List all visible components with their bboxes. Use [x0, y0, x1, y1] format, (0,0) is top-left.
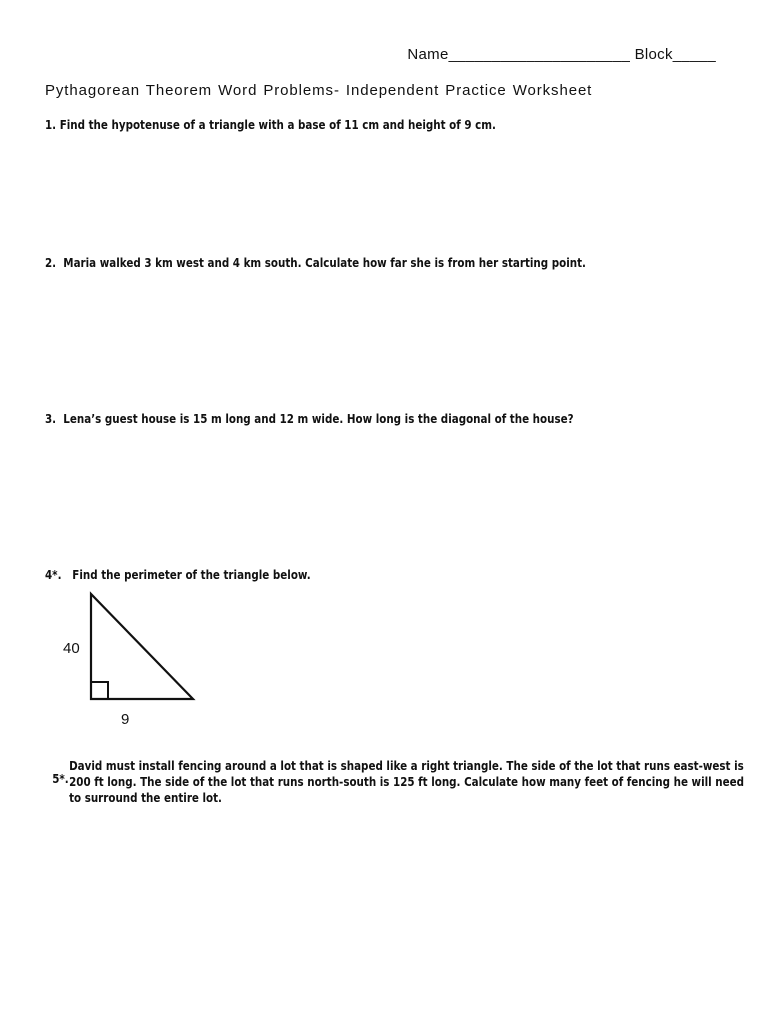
problem-4-number: 4*. — [45, 568, 62, 582]
problem-1-text: Find the hypotenuse of a triangle with a base of 11 cm and height of 9 cm. — [59, 118, 496, 132]
problem-1 — [45, 118, 496, 132]
triangle-outline — [91, 594, 193, 699]
problem-2-number: 2. — [45, 256, 57, 270]
problem-3-text: Lena’s guest house is 15 m long and 12 m wide. How long is the diagonal of the house? — [63, 412, 574, 426]
problem-5-line-1: David must install fencing around a lot that is shaped like a right triangle. The side of the lot that runs east-west is — [69, 759, 744, 773]
problem-3-number: 3. — [45, 412, 57, 426]
block-blank[interactable]: _____ — [672, 46, 716, 63]
problem-2-text: Maria walked 3 km west and 4 km south. Calculate how far she is from her starting point. — [63, 256, 586, 270]
right-triangle-figure — [55, 585, 215, 735]
problem-5-text — [69, 758, 745, 806]
worksheet-title: Pythagorean Theorem Word Problems- Independent Practice Worksheet — [45, 82, 593, 99]
name-label: Name — [407, 46, 449, 63]
problem-5-line-2: 200 ft long. The side of the lot that runs north-south is 125 ft long. Calculate how many feet of fencing he will need — [69, 775, 745, 789]
right-triangle-diagram — [55, 585, 215, 735]
base-side-label: 9 — [121, 711, 130, 728]
block-label: Block — [634, 46, 673, 63]
problem-4-text: Find the perimeter of the triangle below. — [72, 568, 311, 582]
name-blank[interactable]: _____________________ — [448, 46, 631, 63]
name-block-header — [407, 46, 716, 63]
problem-1-number: 1. — [45, 118, 57, 132]
problem-5-line-3: to surround the entire lot. — [69, 791, 222, 805]
problem-5-number: 5*. — [52, 772, 69, 786]
problem-2 — [45, 256, 586, 270]
problem-5 — [45, 758, 745, 805]
problem-4 — [45, 568, 311, 582]
right-angle-marker — [91, 682, 108, 699]
vertical-side-label: 40 — [63, 640, 80, 657]
problem-3 — [45, 412, 574, 426]
